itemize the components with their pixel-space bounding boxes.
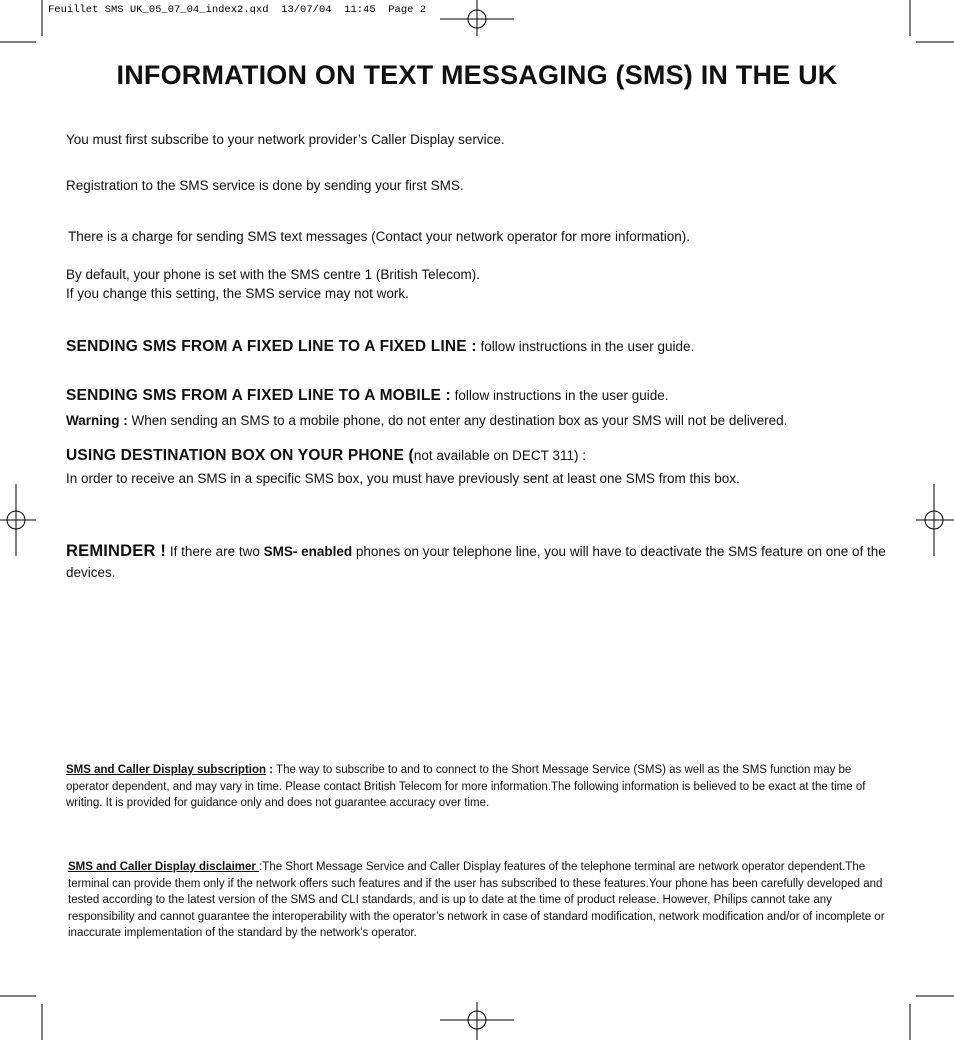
section-fixed-to-fixed bbox=[66, 337, 896, 356]
subscription-colon: : bbox=[266, 764, 274, 776]
intro-paragraph-3: There is a charge for sending SMS text messages (Contact your network operator for more information). bbox=[68, 229, 691, 244]
section-heading: SENDING SMS FROM A FIXED LINE TO A MOBILE : bbox=[66, 387, 451, 404]
print-slug: Feuillet SMS UK_05_07_04_index2.qxd 13/07/04 11:45 Page 2 bbox=[48, 4, 427, 16]
intro-paragraph-1: You must first subscribe to your network provider’s Caller Display service. bbox=[66, 132, 505, 147]
reminder-paragraph bbox=[66, 541, 896, 583]
subscription-text: The way to subscribe to and to connect to the Short Message Service (SMS) as well as the SMS function may be operator dependent, and may vary in time. Please contact British Telecom for more information.The following information is believed to be exact at the time of writing. It is provided for guidance only and does not guarantee accuracy over time. bbox=[66, 764, 866, 809]
intro-paragraph-4 bbox=[66, 265, 896, 303]
intro-paragraph-2: Registration to the SMS service is done by sending your first SMS. bbox=[66, 178, 464, 193]
warning-paragraph bbox=[66, 411, 896, 430]
sms-centre-line: By default, your phone is set with the SMS centre 1 (British Telecom). bbox=[66, 267, 480, 282]
section-heading: USING DESTINATION BOX ON YOUR PHONE ( bbox=[66, 447, 414, 464]
section-note: not available on DECT 311) : bbox=[413, 448, 586, 463]
setting-change-line: If you change this setting, the SMS service may not work. bbox=[66, 286, 409, 301]
warning-text: When sending an SMS to a mobile phone, do not enter any destination box as your SMS will not be delivered. bbox=[127, 413, 788, 428]
reminder-text-a: If there are two bbox=[166, 544, 264, 559]
subscription-label: SMS and Caller Display subscription bbox=[66, 764, 267, 776]
section-fixed-to-mobile bbox=[66, 386, 896, 405]
destination-box-text: In order to receive an SMS in a specific SMS box, you must have previously sent at least one SMS from this box. bbox=[66, 471, 740, 486]
section-text: follow instructions in the user guide. bbox=[450, 388, 669, 403]
disclaimer-text: :The Short Message Service and Caller Display features of the telephone terminal are network operator dependent.The terminal can provide them only if the network offers such features and if the user has subscribed to these features.Your phone has been carefully developed and tested according to the latest version of the SMS and CLI standards, and is up to date at the time of product release. However, Philips cannot take any responsibility and cannot guarantee the interoperability with the operator’s network in case of standard modification, network modification and/or of incomplete or inaccurate implementation of the standard by the network’s operator. bbox=[68, 861, 885, 939]
reminder-text-b: phones on your telephone line, you will have to deactivate the SMS feature on one of the devices. bbox=[66, 544, 886, 580]
reminder-label: REMINDER ! bbox=[66, 542, 167, 560]
section-heading: SENDING SMS FROM A FIXED LINE TO A FIXED LINE : bbox=[66, 338, 477, 355]
disclaimer-note bbox=[68, 859, 890, 942]
reminder-bold: SMS- enabled bbox=[263, 544, 353, 559]
page-title: INFORMATION ON TEXT MESSAGING (SMS) IN THE UK bbox=[116, 60, 838, 90]
warning-label: Warning : bbox=[66, 413, 128, 428]
section-text: follow instructions in the user guide. bbox=[476, 339, 695, 354]
subscription-note bbox=[66, 762, 876, 812]
section-destination-box bbox=[66, 446, 896, 465]
disclaimer-label: SMS and Caller Display disclaimer bbox=[68, 861, 260, 873]
